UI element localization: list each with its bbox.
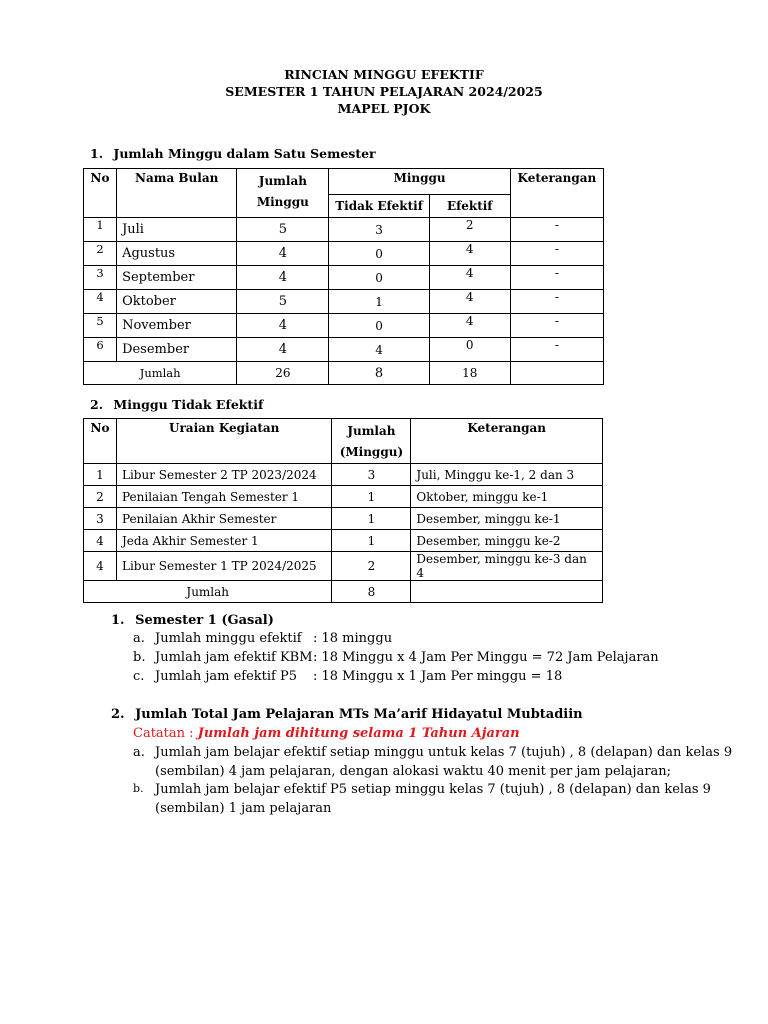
cell-no: 5	[84, 314, 117, 338]
list1-heading	[111, 613, 274, 628]
cell-no: 1	[84, 464, 117, 486]
cell-no: 3	[84, 266, 117, 290]
header-jumlah-line1: Jumlah	[258, 174, 307, 188]
cell-uraian: Libur Semester 1 TP 2024/2025	[116, 552, 331, 581]
total-jumlah: 26	[237, 362, 329, 385]
header2-no: No	[84, 419, 117, 464]
table-minggu-tidak-efektif	[83, 418, 603, 603]
list-marker: b.	[133, 650, 146, 665]
list2-item-line2: (sembilan) 1 jam pelajaran	[155, 801, 332, 816]
cell-jumlah: 4	[237, 314, 329, 338]
header2-jumlah-line1: Jumlah	[347, 424, 396, 438]
cell-keterangan: Oktober, minggu ke-1	[411, 486, 603, 508]
list2-note	[133, 726, 520, 741]
section2-title: Minggu Tidak Efektif	[113, 397, 264, 412]
list2-item-line1: Jumlah jam belajar efektif P5 setiap minggu kelas 7 (tujuh) , 8 (delapan) dan kelas 9	[155, 782, 711, 797]
cell-keterangan: -	[510, 242, 603, 266]
cell-bulan: Desember	[117, 338, 237, 362]
total-tidak-efektif: 8	[329, 362, 429, 385]
cell-keterangan: -	[510, 314, 603, 338]
list-value: : 18 Minggu x 4 Jam Per Minggu = 72 Jam Pelajaran	[313, 650, 659, 665]
cell-no: 3	[84, 508, 117, 530]
cell-bulan: September	[117, 266, 237, 290]
table-minggu-semester	[83, 168, 604, 385]
cell-bulan: November	[117, 314, 237, 338]
note-label: Catatan :	[133, 726, 198, 741]
cell-efektif: 4	[429, 290, 510, 314]
header2-uraian: Uraian Kegiatan	[116, 419, 331, 464]
cell-bulan: Juli	[117, 218, 237, 242]
list1-number: 1.	[111, 613, 125, 628]
list1-title: Semester 1 (Gasal)	[135, 613, 274, 628]
cell-keterangan: -	[510, 338, 603, 362]
cell-no: 2	[84, 242, 117, 266]
section1-title: Jumlah Minggu dalam Satu Semester	[113, 146, 376, 161]
cell-tidak-efektif: 4	[329, 338, 429, 362]
table-row	[84, 266, 604, 290]
total-keterangan	[510, 362, 603, 385]
cell-efektif: 2	[429, 218, 510, 242]
header-no: No	[84, 169, 117, 218]
header2-jumlah-line2: (Minggu)	[339, 445, 404, 459]
note-text: Jumlah jam dihitung selama 1 Tahun Ajaran	[197, 726, 520, 741]
table-row	[84, 464, 603, 486]
total2-label: Jumlah	[84, 581, 332, 603]
list-value: : 18 minggu	[313, 631, 393, 646]
cell-jumlah: 5	[237, 290, 329, 314]
cell-jumlah: 1	[332, 530, 411, 552]
header-minggu: Minggu	[329, 169, 510, 195]
cell-jumlah: 2	[332, 552, 411, 581]
header-keterangan: Keterangan	[510, 169, 603, 218]
header-jumlah-line2: Minggu	[256, 195, 309, 209]
cell-keterangan: Desember, minggu ke-1	[411, 508, 603, 530]
cell-no: 1	[84, 218, 117, 242]
list2-item-line1: Jumlah jam belajar efektif setiap minggu untuk kelas 7 (tujuh) , 8 (delapan) dan kelas 9	[155, 745, 733, 760]
list2-title: Jumlah Total Jam Pelajaran MTs Ma’arif Hidayatul Mubtadiin	[135, 707, 583, 722]
title-line-1: RINCIAN MINGGU EFEKTIF	[284, 67, 484, 82]
list-label: Jumlah jam efektif P5	[155, 669, 297, 684]
cell-tidak-efektif: 3	[329, 218, 429, 242]
table-row	[84, 218, 604, 242]
cell-uraian: Jeda Akhir Semester 1	[116, 530, 331, 552]
list2-number: 2.	[111, 707, 125, 722]
list1-item	[133, 669, 562, 684]
total-efektif: 18	[429, 362, 510, 385]
list2-marker: b.	[133, 782, 144, 795]
table-row	[84, 338, 604, 362]
section2-number: 2.	[90, 397, 104, 412]
cell-no: 2	[84, 486, 117, 508]
cell-jumlah: 4	[237, 266, 329, 290]
list-value: : 18 Minggu x 1 Jam Per minggu = 18	[313, 669, 563, 684]
table-row	[84, 530, 603, 552]
cell-no: 4	[84, 552, 117, 581]
table-row	[84, 314, 604, 338]
header2-keterangan: Keterangan	[411, 419, 603, 464]
header-jumlah-minggu	[237, 169, 329, 218]
list2-item-line2: (sembilan) 4 jam pelajaran, dengan alokasi waktu 40 menit per jam pelajaran;	[155, 764, 672, 779]
total2-keterangan	[411, 581, 603, 603]
cell-tidak-efektif: 0	[329, 266, 429, 290]
cell-efektif: 4	[429, 242, 510, 266]
total2-jumlah: 8	[332, 581, 411, 603]
cell-keterangan: Desember, minggu ke-3 dan 4	[411, 552, 603, 581]
list-label: Jumlah jam efektif KBM	[155, 650, 313, 665]
section1-number: 1.	[90, 146, 104, 161]
cell-keterangan: -	[510, 266, 603, 290]
cell-tidak-efektif: 0	[329, 314, 429, 338]
list2-marker: a.	[133, 745, 145, 760]
cell-bulan: Oktober	[117, 290, 237, 314]
cell-uraian: Penilaian Akhir Semester	[116, 508, 331, 530]
header-efektif: Efektif	[429, 195, 510, 218]
cell-tidak-efektif: 1	[329, 290, 429, 314]
cell-uraian: Penilaian Tengah Semester 1	[116, 486, 331, 508]
list2-heading	[111, 707, 583, 722]
cell-jumlah: 5	[237, 218, 329, 242]
cell-jumlah: 3	[332, 464, 411, 486]
title-line-2: SEMESTER 1 TAHUN PELAJARAN 2024/2025	[225, 84, 543, 99]
cell-jumlah: 4	[237, 338, 329, 362]
cell-keterangan: -	[510, 290, 603, 314]
cell-jumlah: 4	[237, 242, 329, 266]
header-nama-bulan: Nama Bulan	[117, 169, 237, 218]
header2-jumlah	[332, 419, 411, 464]
header-tidak-efektif: Tidak Efektif	[329, 195, 429, 218]
list-marker: c.	[133, 669, 145, 684]
cell-tidak-efektif: 0	[329, 242, 429, 266]
table-row	[84, 290, 604, 314]
section2-heading	[90, 397, 263, 412]
cell-uraian: Libur Semester 2 TP 2023/2024	[116, 464, 331, 486]
cell-bulan: Agustus	[117, 242, 237, 266]
cell-keterangan: Desember, minggu ke-2	[411, 530, 603, 552]
cell-jumlah: 1	[332, 508, 411, 530]
section1-heading	[90, 146, 376, 161]
table-row	[84, 508, 603, 530]
cell-efektif: 0	[429, 338, 510, 362]
list-marker: a.	[133, 631, 145, 646]
table-row	[84, 552, 603, 581]
cell-efektif: 4	[429, 314, 510, 338]
title-line-3: MAPEL PJOK	[337, 101, 431, 116]
total-label: Jumlah	[84, 362, 237, 385]
list-label: Jumlah minggu efektif	[155, 631, 302, 646]
cell-no: 6	[84, 338, 117, 362]
cell-jumlah: 1	[332, 486, 411, 508]
cell-no: 4	[84, 530, 117, 552]
cell-no: 4	[84, 290, 117, 314]
list1-item	[133, 650, 659, 665]
cell-keterangan: -	[510, 218, 603, 242]
table-row	[84, 242, 604, 266]
cell-efektif: 4	[429, 266, 510, 290]
list1-item	[133, 631, 392, 646]
cell-keterangan: Juli, Minggu ke-1, 2 dan 3	[411, 464, 603, 486]
table-row	[84, 486, 603, 508]
